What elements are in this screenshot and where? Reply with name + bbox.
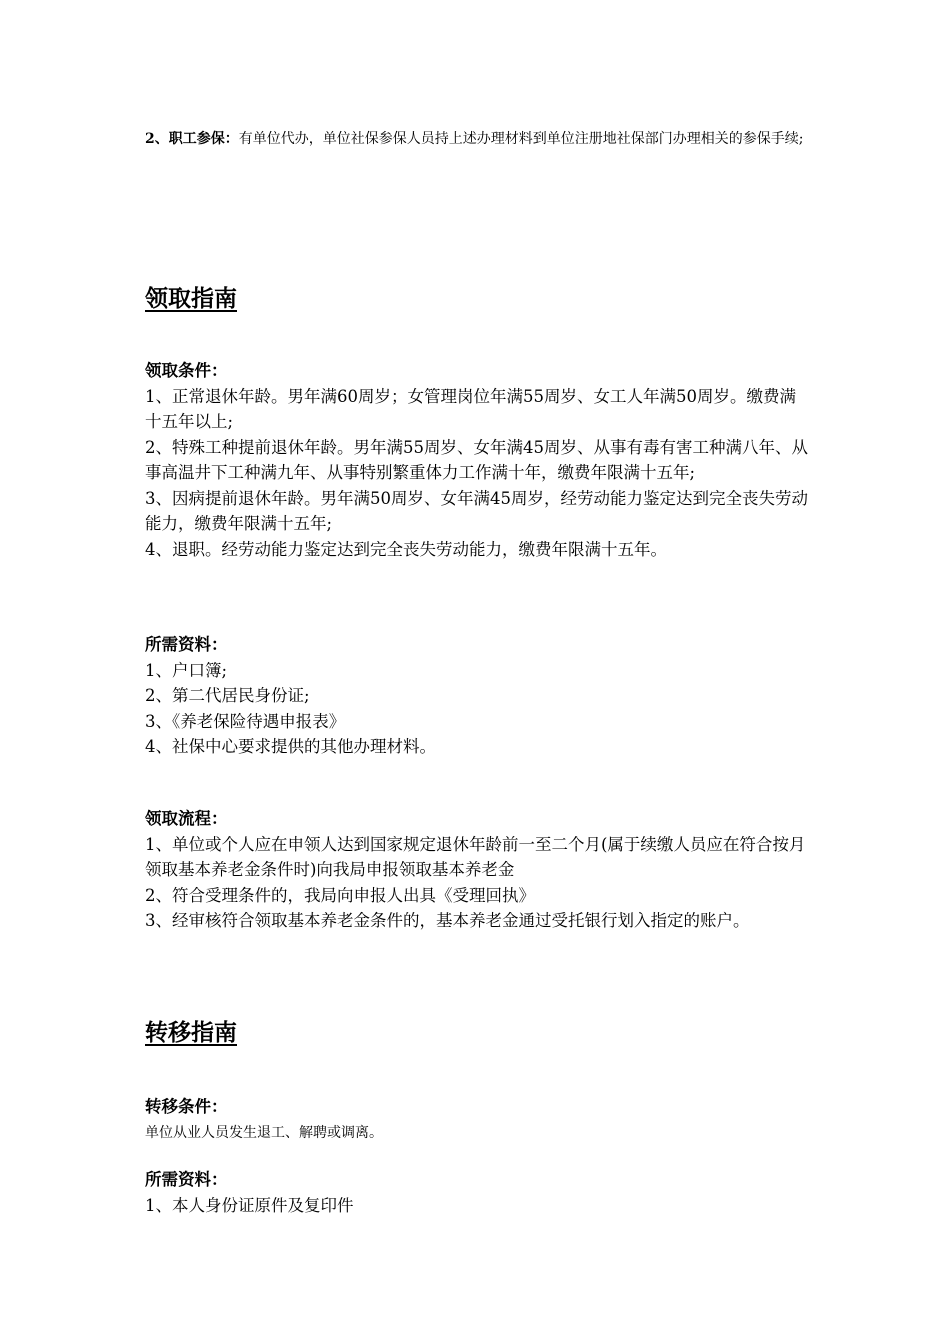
transfer-conditions-section [145, 1094, 810, 1146]
list-item: 2、特殊工种提前退休年龄。男年满55周岁、女年满45周岁、从事有毒有害工种满八年、从事高温井下工种满九年、从事特别繁重体力工作满十年，缴费年限满十五年; [145, 437, 808, 482]
list-item: 1、户口簿; [145, 660, 228, 680]
intro-paragraph [145, 126, 810, 152]
transfer-conditions-label: 转移条件： [145, 1097, 228, 1116]
list-item: 3、因病提前退休年龄。男年满50周岁、女年满45周岁，经劳动能力鉴定达到完全丧失劳动能力，缴费年限满十五年; [145, 488, 808, 533]
claim-conditions-label: 领取条件： [145, 361, 228, 380]
list-item: 1、本人身份证原件及复印件 [145, 1195, 354, 1215]
claim-process-label: 领取流程： [145, 809, 228, 828]
list-item: 4、退职。经劳动能力鉴定达到完全丧失劳动能力，缴费年限满十五年。 [145, 539, 667, 559]
claim-materials-label: 所需资料： [145, 635, 228, 654]
claim-process-section [145, 806, 810, 934]
list-item: 1、正常退休年龄。男年满60周岁；女管理岗位年满55周岁、女工人年满50周岁。缴费满十五年以上; [145, 386, 796, 431]
intro-label: 2、职工参保： [145, 131, 239, 147]
list-item: 2、符合受理条件的，我局向申报人出具《受理回执》 [145, 885, 535, 905]
claim-guide-heading: 领取指南 [145, 285, 237, 312]
transfer-guide-heading: 转移指南 [145, 1019, 237, 1046]
transfer-materials-section [145, 1167, 810, 1218]
list-item: 3、《养老保险待遇申报表》 [145, 711, 346, 731]
list-item: 1、单位或个人应在申领人达到国家规定退休年龄前一至二个月(属于续缴人员应在符合按月领取基本养老金条件时)向我局申报领取基本养老金 [145, 834, 806, 879]
transfer-conditions-text: 单位从业人员发生退工、解聘或调离。 [145, 1124, 383, 1141]
claim-conditions-section [145, 358, 810, 562]
list-item: 2、第二代居民身份证; [145, 686, 310, 705]
list-item: 4、社保中心要求提供的其他办理材料。 [145, 737, 436, 756]
intro-text: 有单位代办，单位社保参保人员持上述办理材料到单位注册地社保部门办理相关的参保手续; [238, 131, 804, 147]
list-item: 3、经审核符合领取基本养老金条件的，基本养老金通过受托银行划入指定的账户。 [145, 911, 750, 930]
claim-materials-section [145, 632, 810, 760]
transfer-materials-label: 所需资料： [145, 1170, 228, 1189]
